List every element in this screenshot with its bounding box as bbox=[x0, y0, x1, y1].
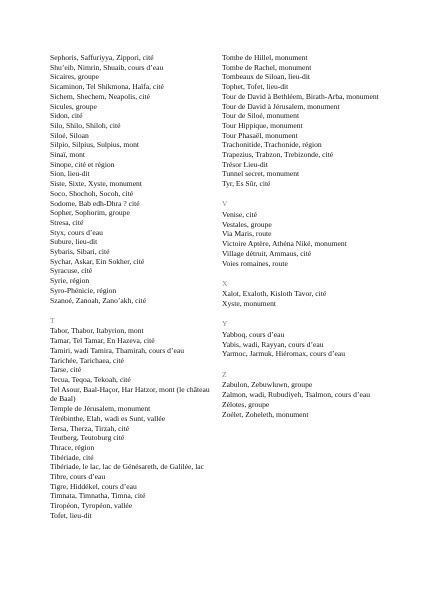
index-entry-sodome-bab-edh-dhra-cite: Sodome, Bab edh-Dhra ? cité bbox=[50, 198, 140, 208]
index-entry-szanoe-zanoah-zano-akh-cite: Szanoé, Zanoah, Zano’akh, cité bbox=[50, 295, 147, 305]
index-entry-tamar-tel-tamar-en-hazeva-cite: Tamar, Tel Tamar, En Hazeva, cité bbox=[50, 336, 155, 346]
index-entry-tunnel-secret-monument: Tunnel secret, monument bbox=[222, 169, 300, 179]
index-section-x bbox=[222, 279, 382, 309]
index-section-z bbox=[222, 370, 382, 420]
index-entry-via-maris-route: Via Maris, route bbox=[222, 229, 272, 239]
index-entry-zelotes-groupe: Zélotes, groupe bbox=[222, 399, 270, 409]
section-letter-heading: X bbox=[222, 278, 228, 288]
index-entry-subure-lieu-dit: Subure, lieu-dit bbox=[50, 237, 98, 247]
index-entry-sicaminon-tel-shikmona-haifa-cite: Sicaminon, Tel Shikmona, Haïfa, cité bbox=[50, 82, 164, 92]
index-entry-zalmon-wadi-rubudiyeh-tsalmon-cours-d-ea: Zalmon, wadi, Rubudiyeh, Tsalmon, cours d’eau bbox=[222, 390, 371, 400]
index-entry-sopher-sophorim-groupe: Sopher, Sophorim, groupe bbox=[50, 208, 130, 218]
index-entry-trachonitide-trachonide-region: Trachonitide, Trachonide, région bbox=[222, 140, 322, 150]
index-entry-silpio-silpius-sulpius-mont: Silpio, Silpius, Sulpius, mont bbox=[50, 140, 140, 150]
right-column bbox=[222, 53, 382, 419]
section-letter-heading: Y bbox=[222, 319, 228, 329]
index-entry-tombe-de-rachel-monument: Tombe de Rachel, monument bbox=[222, 62, 312, 72]
section-letter-heading: Z bbox=[222, 369, 227, 379]
index-entry-tour-phasael-monument: Tour Phasaël, monument bbox=[222, 130, 298, 140]
index-entry-voies-romaines-route: Voies romaines, route bbox=[222, 258, 288, 268]
index-entry-sichem-shechem-neapolis-cite: Sichem, Shechem, Neapolis, cité bbox=[50, 91, 150, 101]
index-entry-sybaris-sibari-cite: Sybaris, Sibari, cité bbox=[50, 247, 110, 257]
index-entry-victoire-aptere-athena-nike-monument: Victoire Aptère, Athéna Niké, monument bbox=[222, 239, 347, 249]
index-entry-silo-shilo-shiloh-cite: Silo, Shilo, Shiloh, cité bbox=[50, 120, 121, 130]
index-section-v bbox=[222, 199, 382, 268]
section-letter-heading: T bbox=[50, 315, 55, 325]
index-entry-tresor-lieu-dit: Trésor Lieu-dit bbox=[222, 159, 268, 169]
index-entry-temple-de-jerusalem-monument: Temple de Jérusalem, monument bbox=[50, 404, 151, 414]
index-section-t bbox=[50, 316, 210, 521]
index-entry-tombeaux-de-siloan-lieu-dit: Tombeaux de Siloan, lieu-dit bbox=[222, 72, 311, 82]
index-entry-sion-lieu-dit: Sion, lieu-dit bbox=[50, 169, 90, 179]
index-entry-xalot-exaloth-kisloth-tavor-cite: Xalot, Exaloth, Kisloth Tavor, cité bbox=[222, 289, 327, 299]
index-entry-siloe-siloan: Siloé, Siloan bbox=[50, 130, 89, 140]
index-entry-tombe-de-hillel-monument: Tombe de Hillel, monument bbox=[222, 53, 308, 62]
index-entry-styx-cours-d-eau: Styx, cours d’eau bbox=[50, 227, 103, 237]
index-entry-tarichee-tarichaea-cite: Tarichée, Tarichaea, cité bbox=[50, 355, 124, 365]
index-entry-thrace-region: Thrace, région bbox=[50, 442, 95, 452]
index-entry-yabis-wadi-rayyan-cours-d-eau: Yabis, wadi, Rayyan, cours d’eau bbox=[222, 339, 324, 349]
index-section-y bbox=[222, 319, 382, 359]
index-entry-zabulon-zebuwluwn-groupe: Zabulon, Zebuwluwn, groupe bbox=[222, 380, 313, 390]
index-entry-sinope-cite-et-region: Sinope, cité et région bbox=[50, 159, 115, 169]
index-entry-xyste-monument: Xyste, monument bbox=[222, 299, 276, 309]
index-entry-yarmoc-jarmuk-hieromax-cours-d-eau: Yarmoc, Jarmuk, Hiéromax, cours d’eau bbox=[222, 349, 346, 359]
index-entry-yabboq-cours-d-eau: Yabboq, cours d’eau bbox=[222, 330, 285, 340]
index-entry-sicaires-groupe: Sicaires, groupe bbox=[50, 72, 99, 82]
index-entry-trapezius-trabzon-trebizonde-cite: Trapezius, Trabzon, Trebizonde, cité bbox=[222, 150, 334, 160]
index-entry-syrie-region: Syrie, région bbox=[50, 276, 90, 286]
index-entry-tabor-thabor-itabyrion-mont: Tabor, Thabor, Itabyrion, mont bbox=[50, 326, 144, 336]
index-entry-tiropeon-tyropeon-vallee: Tiropéon, Tyropéon, vallée bbox=[50, 501, 133, 511]
index-entry-syracuse-cite: Syracuse, cité bbox=[50, 266, 93, 276]
index-entry-tarse-cite: Tarse, cité bbox=[50, 365, 82, 375]
index-entry-sychar-askar-ein-sokher-cite: Sychar, Askar, Ein Sokher, cité bbox=[50, 256, 145, 266]
index-section-continued bbox=[222, 53, 382, 189]
index-entry-village-detruit-ammaus-cite: Village détruit, Ammaus, cité bbox=[222, 248, 312, 258]
index-entry-venise-cite: Venise, cité bbox=[222, 210, 258, 220]
index-entry-vestales-groupe: Vestales, groupe bbox=[222, 219, 272, 229]
index-entry-tophet-tofet-lieu-dit: Tophet, Tofet, lieu-dit bbox=[222, 82, 289, 92]
index-entry-terebinthe-elah-wadi-es-sunt-vallee: Térébinthe, Elah, wadi es Sunt, vallée bbox=[50, 413, 166, 423]
index-entry-stresa-cite: Stresa, cité bbox=[50, 217, 84, 227]
section-letter-heading: V bbox=[222, 199, 228, 209]
index-section-continued bbox=[50, 53, 210, 305]
index-entry-soco-shochoh-socoh-cite: Soco, Shochoh, Socoh, cité bbox=[50, 188, 134, 198]
index-entry-zoelet-zoheleth-monument: Zoélet, Zoheleth, monument bbox=[222, 409, 309, 419]
index-entry-sidon-cite: Sidon, cité bbox=[50, 111, 83, 121]
index-entry-tour-hippique-monument: Tour Hippique, monument bbox=[222, 120, 303, 130]
index-entry-siste-sixte-xyste-monument: Siste, Sixte, Xyste, monument bbox=[50, 179, 142, 189]
index-entry-tamiri-wadi-tamira-thamirah-cours-d-eau: Tamiri, wadi Tamira, Thamirah, cours d’eau bbox=[50, 345, 185, 355]
index-entry-tofet-lieu-dit: Tofet, lieu-dit bbox=[50, 510, 92, 520]
index-entry-teutberg-teutoburg-cite: Teutberg, Teutoburg cité bbox=[50, 433, 125, 443]
index-entry-tel-asour-baal-hacor-har-hatzor-mont-le-: Tel Asour, Baal-Haçor, Har Hatzor, mont (le château de Baal) bbox=[50, 384, 210, 404]
left-column bbox=[50, 53, 210, 521]
index-entry-sinai-mont: Sinaï, mont bbox=[50, 150, 86, 160]
index-entry-tersa-therza-tirzah-cite: Tersa, Therza, Tirzah, cité bbox=[50, 423, 130, 433]
index-entry-tyr-es-sur-cite: Tyr, Es Sûr, cité bbox=[222, 179, 271, 189]
index-entry-tecua-teqoa-tekoah-cite: Tecua, Teqoa, Tekoah, cité bbox=[50, 375, 131, 384]
index-entry-tour-de-david-a-bethleem-birath-arba-mon: Tour de David à Bethléem, Birath-Arba, monument bbox=[222, 91, 379, 101]
index-entry-tiberiade-cite: Tibériade, cité bbox=[50, 452, 94, 462]
index-entry-shu-eib-nimrin-shuaib-cours-d-eau: Shu’eib, Nimrin, Shuaib, cours d’eau bbox=[50, 62, 164, 72]
index-entry-timnata-timnatha-timna-cite: Timnata, Timnatha, Timna, cité bbox=[50, 491, 146, 501]
index-entry-tour-de-siloe-monument: Tour de Siloé, monument bbox=[222, 111, 300, 121]
index-entry-tiberiade-le-lac-lac-de-genesareth-de-ga: Tibériade, le lac, lac de Génésareth, de Galilée, lac bbox=[50, 462, 205, 472]
index-entry-sephoris-saffuriyya-zippori-cite: Sephoris, Saffuriyya, Zippori, cité bbox=[50, 53, 154, 62]
index-entry-sicules-groupe: Sicules, groupe bbox=[50, 101, 97, 111]
index-entry-tigre-hiddekel-cours-d-eau: Tigre, Hiddékel, cours d’eau bbox=[50, 481, 137, 491]
index-entry-tibre-cours-d-eau: Tibre, cours d’eau bbox=[50, 472, 106, 482]
index-entry-syro-phenicie-region: Syro-Phénicie, région bbox=[50, 285, 117, 295]
index-entry-tour-de-david-a-jerusalem-monument: Tour de David à Jérusalem, monument bbox=[222, 101, 340, 111]
